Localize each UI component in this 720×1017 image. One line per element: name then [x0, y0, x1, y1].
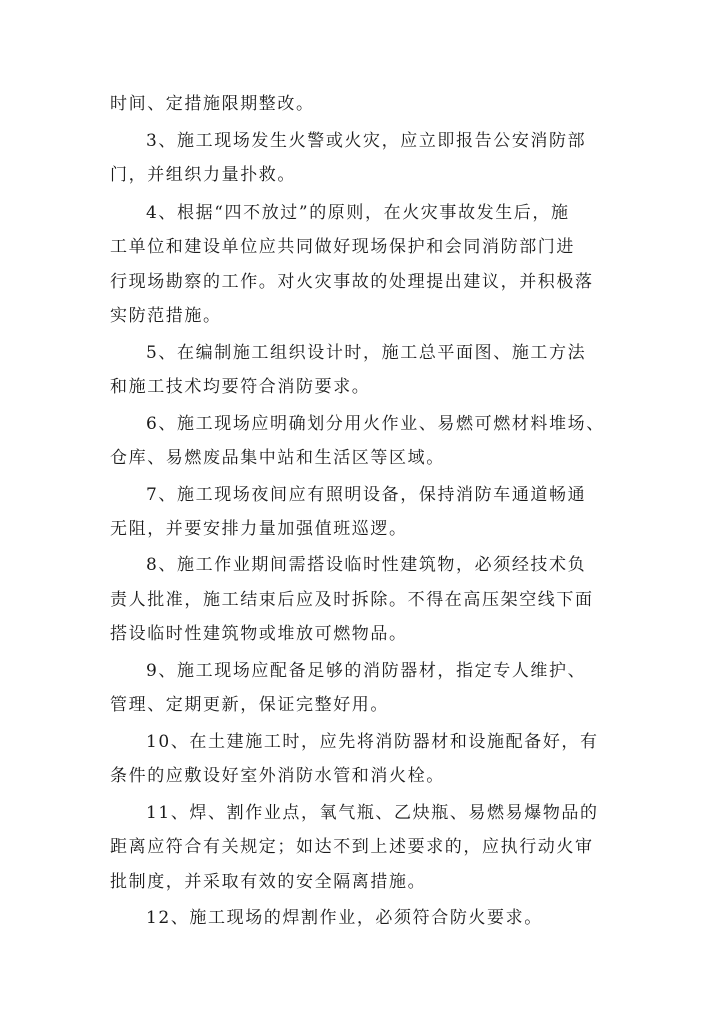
text-line: 实防范措施。: [110, 306, 222, 326]
text-line: 8、施工作业期间需搭设临时性建筑物，必须经技术负: [146, 555, 587, 575]
text-line: 4、根据“四不放过”的原则，在火灾事故发生后，施: [146, 203, 570, 223]
text-line: 管理、定期更新，保证完整好用。: [110, 695, 389, 715]
text-line: 行现场勘察的工作。对火灾事故的处理提出建议，并积极落: [110, 272, 594, 292]
text-line: 5、在编制施工组织设计时，施工总平面图、施工方法: [146, 343, 587, 363]
text-line: 工单位和建设单位应共同做好现场保护和会同消防部门进: [110, 237, 575, 257]
text-line: 条件的应敷设好室外消防水管和消火栓。: [110, 766, 445, 786]
text-line: 责人批准，施工结束后应及时拆除。不得在高压架空线下面: [110, 590, 594, 610]
text-line: 时间、定措施限期整改。: [110, 94, 315, 114]
text-line: 9、施工现场应配备足够的消防器材，指定专人维护、: [146, 661, 587, 681]
text-line: 11、焊、割作业点，氧气瓶、乙炔瓶、易燃易爆物品的: [146, 803, 599, 823]
text-line: 批制度，并采取有效的安全隔离措施。: [110, 872, 427, 892]
text-line: 6、施工现场应明确划分用火作业、易燃可燃材料堆场、: [146, 414, 605, 434]
text-line: 和施工技术均要符合消防要求。: [110, 377, 371, 397]
text-line: 无阻，并要安排力量加强值班巡逻。: [110, 519, 408, 539]
text-line: 搭设临时性建筑物或堆放可燃物品。: [110, 624, 408, 644]
text-line: 仓库、易燃废品集中站和生活区等区域。: [110, 448, 445, 468]
text-line: 7、施工现场夜间应有照明设备，保持消防车通道畅通: [146, 485, 587, 505]
text-line: 门，并组织力量扑救。: [110, 165, 296, 185]
text-line: 10、在土建施工时，应先将消防器材和设施配备好，有: [146, 732, 599, 752]
text-line: 12、施工现场的焊割作业，必须符合防火要求。: [146, 908, 543, 928]
text-line: 距离应符合有关规定；如达不到上述要求的，应执行动火审: [110, 837, 594, 857]
text-line: 3、施工现场发生火警或火灾，应立即报告公安消防部: [146, 131, 587, 151]
